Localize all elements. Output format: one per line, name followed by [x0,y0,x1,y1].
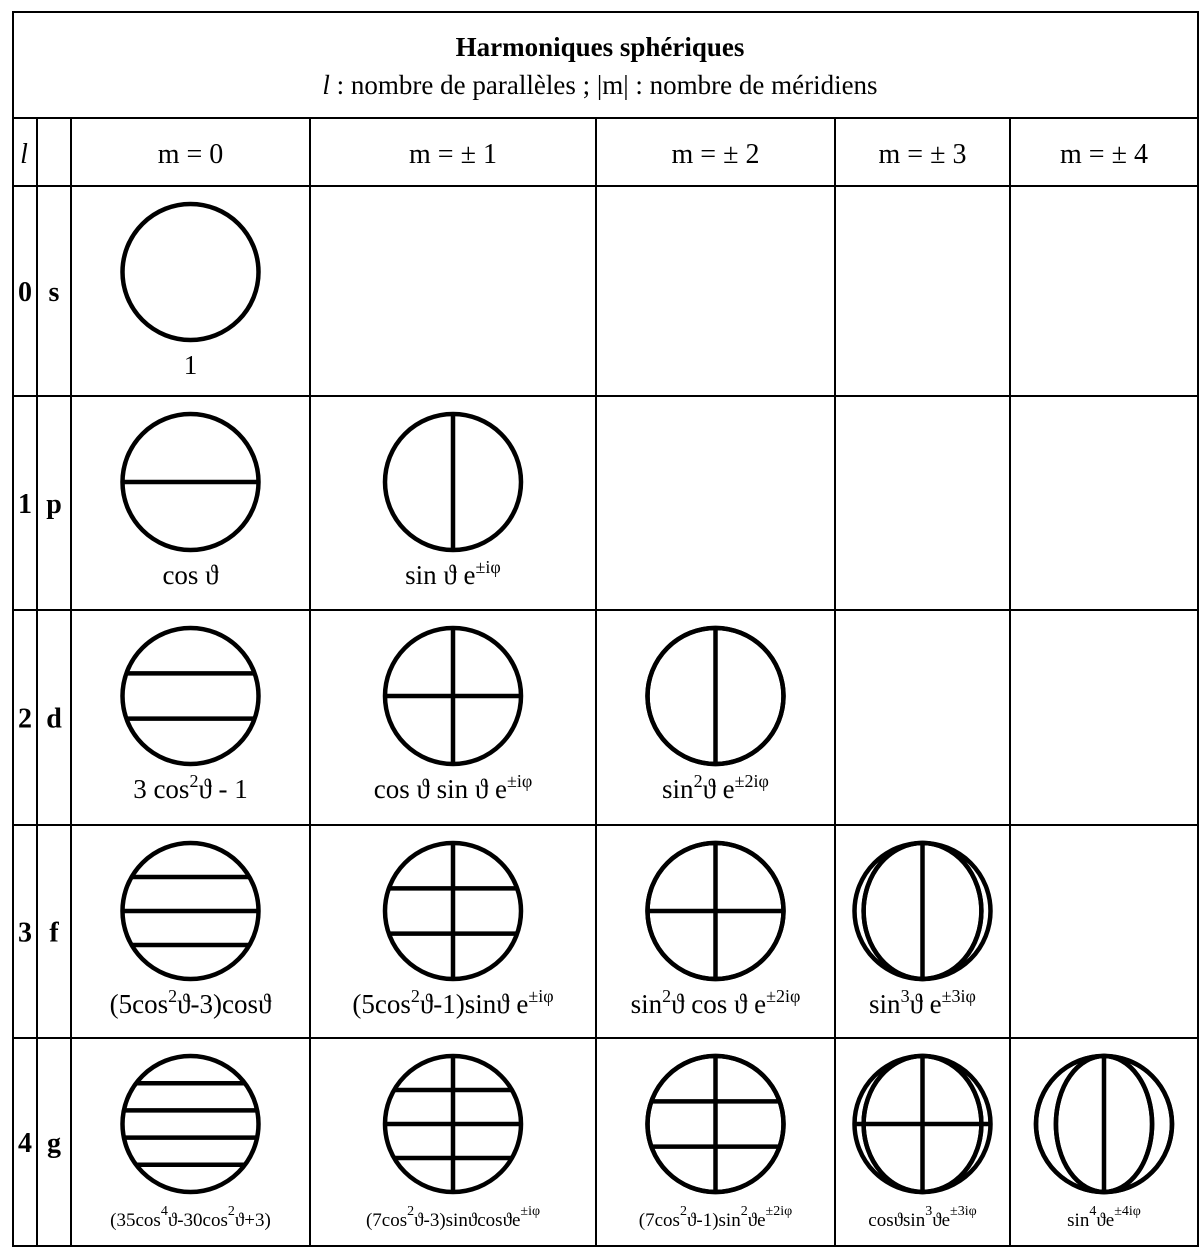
column-header: m = 0 [157,139,224,170]
formula-superscript: 2 [740,1204,748,1219]
formula-superscript: 3 [925,1204,933,1219]
formula-text: ϑ cos ϑ e [671,989,767,1019]
formula-superscript: ±4iφ [1114,1204,1141,1219]
orbital-cell-l4-m1 [366,1056,540,1231]
formula-superscript: 2 [407,1204,415,1219]
orbital-cell-l3-m1 [352,843,553,1019]
formula-superscript: 4 [160,1204,168,1219]
row-l-value: 1 [18,489,32,520]
sphere-outline [123,628,259,764]
formula-text: sin [1067,1210,1090,1231]
formula-superscript: 2 [662,986,672,1006]
orbital-cell-l3-m2 [631,843,801,1019]
orbital-formula [352,986,553,1019]
formula-text: sin ϑ e [405,560,476,590]
orbital-formula [405,557,501,590]
orbital-cell-l3-m3 [855,843,991,1019]
formula-text: ϑe [932,1210,951,1231]
formula-superscript: ±2iφ [734,771,769,791]
orbital-formula [110,1204,271,1231]
formula-text: ϑ-1)sin [686,1210,741,1231]
orbital-formula [110,986,272,1019]
formula-superscript: ±iφ [528,986,554,1006]
formula-text: cos ϑ sin ϑ e [373,774,507,804]
orbital-formula [631,986,801,1019]
orbital-cell-l2-m0 [123,628,259,804]
orbital-formula [868,1204,976,1231]
orbital-formula [133,771,248,804]
orbital-formula [374,771,533,804]
formula-superscript: 2 [168,986,178,1006]
row-l-value: 2 [18,703,32,735]
formula-text: ϑ-30cos [167,1210,228,1231]
formula-superscript: 2 [227,1204,235,1219]
formula-text: ϑ-1)sinϑ e [419,989,529,1019]
row-orbital-letter: f [49,917,59,949]
formula-superscript: 2 [679,1204,687,1219]
sphere-outline [123,204,259,340]
row-orbital-letter: s [48,277,60,308]
orbital-cell-l2-m1 [374,628,533,804]
formula-text: ϑ-3)cosϑ [177,989,272,1019]
formula-text: (5cos [352,989,411,1019]
formula-text: ϑe [747,1210,766,1231]
orbital-formula [184,350,198,380]
row-orbital-letter: g [47,1128,61,1159]
formula-superscript: ±iφ [475,557,501,577]
formula-superscript: ±3iφ [950,1204,977,1219]
formula-text: ϑ+3) [234,1210,271,1231]
formula-superscript: 2 [410,986,420,1006]
row-orbital-letter: p [46,489,62,520]
orbital-formula [366,1204,540,1231]
formula-superscript: ±2iφ [765,1204,793,1219]
column-header: m = ± 3 [878,139,967,170]
formula-text: sin [662,774,694,804]
formula-text: (5cos [109,989,169,1019]
formula-text: cosϑsin [868,1210,926,1231]
formula-text: 3 cos [133,774,190,804]
orbital-diagrams [110,204,1172,1231]
orbital-cell-l4-m4 [1036,1056,1172,1231]
column-header: m = ± 4 [1060,139,1148,170]
page-subtitle [322,70,877,100]
formula-text: sin [869,989,901,1019]
orbital-cell-l1-m0 [123,414,259,590]
formula-superscript: 4 [1089,1204,1097,1219]
formula-superscript: ±3iφ [941,986,976,1006]
m-column-headers [158,139,1148,170]
orbital-cell-l4-m0 [110,1056,271,1231]
orbital-cell-l4-m3 [855,1056,991,1231]
formula-text: 1 [183,350,198,380]
formula-text: ϑ-3)sinϑcosϑe [414,1210,521,1231]
column-header: m = ± 2 [671,139,760,170]
row-orbital-letter: d [46,703,62,735]
subtitle-text: : nombre de parallèles ; |m| : nombre de méridiens [329,70,878,100]
formula-superscript: ±iφ [520,1204,541,1219]
orbital-formula [869,986,976,1019]
orbital-cell-l4-m2 [639,1056,792,1231]
orbital-formula [639,1204,792,1231]
formula-text: sin [630,989,663,1019]
orbital-cell-l0-m0 [123,204,259,380]
column-header: m = ± 1 [409,139,497,170]
subtitle-l-symbol: l [322,70,330,100]
formula-text: ϑ e [702,774,735,804]
formula-text: ϑ e [909,989,942,1019]
row-l-value: 4 [18,1128,32,1159]
formula-superscript: 2 [189,771,199,791]
formula-text: ϑ - 1 [198,774,248,804]
formula-superscript: ±2iφ [766,986,801,1006]
formula-superscript: 2 [693,771,703,791]
l-column-header: l [20,139,28,170]
formula-text: (35cos [110,1210,161,1231]
row-l-value: 3 [18,917,32,949]
orbital-formula [1067,1204,1141,1231]
formula-text: ϑe [1096,1210,1115,1231]
formula-superscript: 3 [900,986,910,1006]
row-l-value: 0 [18,277,32,308]
orbital-cell-l3-m0 [110,843,272,1019]
orbital-formula [662,771,769,804]
formula-text: (7cos [638,1210,680,1231]
formula-superscript: ±iφ [506,771,533,791]
row-labels [18,277,62,1159]
formula-text: cos ϑ [162,560,219,590]
sphere-outline [123,1056,259,1192]
page-title: Harmoniques sphériques [455,32,745,62]
orbital-cell-l1-m1 [385,414,521,590]
orbital-formula [162,560,219,590]
orbital-cell-l2-m2 [648,628,784,804]
formula-text: (7cos [365,1210,408,1231]
